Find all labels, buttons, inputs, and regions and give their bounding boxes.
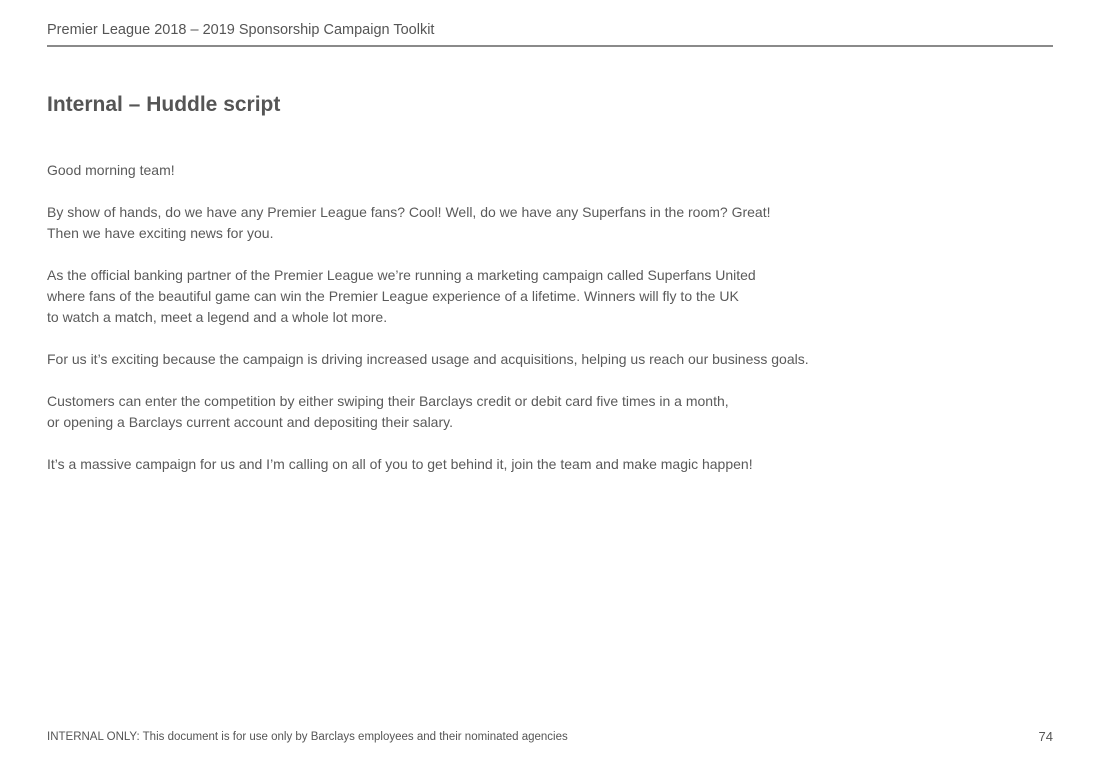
paragraph-how-to-enter (47, 391, 809, 433)
header-divider (47, 45, 1053, 47)
text-line: By show of hands, do we have any Premier League fans? Cool! Well, do we have any Superfans in the room? Great! (47, 204, 771, 220)
text-line: As the official banking partner of the Premier League we’re running a marketing campaign called Superfans United (47, 267, 756, 283)
text-line: It’s a massive campaign for us and I’m calling on all of you to get behind it, join the team and make magic happen! (47, 456, 753, 472)
paragraph-call-to-action (47, 454, 809, 475)
paragraph-greeting (47, 160, 809, 181)
text-line: Then we have exciting news for you. (47, 225, 274, 241)
paragraph-campaign-intro (47, 265, 809, 328)
text-line: Customers can enter the competition by either swiping their Barclays credit or debit card five times in a month, (47, 393, 729, 409)
text-line: where fans of the beautiful game can win the Premier League experience of a lifetime. Winners will fly to the UK (47, 288, 739, 304)
paragraph-business-goals (47, 349, 809, 370)
huddle-script-body (47, 160, 809, 496)
text-line: Good morning team! (47, 162, 175, 178)
document-header: Premier League 2018 – 2019 Sponsorship Campaign Toolkit (47, 22, 435, 38)
text-line: or opening a Barclays current account and depositing their salary. (47, 414, 453, 430)
footer-disclaimer: INTERNAL ONLY: This document is for use only by Barclays employees and their nominated agencies (47, 731, 568, 743)
text-line: to watch a match, meet a legend and a whole lot more. (47, 309, 388, 325)
paragraph-show-of-hands (47, 202, 809, 244)
page-number: 74 (1038, 729, 1053, 744)
text-line: For us it’s exciting because the campaign is driving increased usage and acquisitions, helping us reach our business goals. (47, 351, 809, 367)
page-title: Internal – Huddle script (47, 93, 281, 116)
